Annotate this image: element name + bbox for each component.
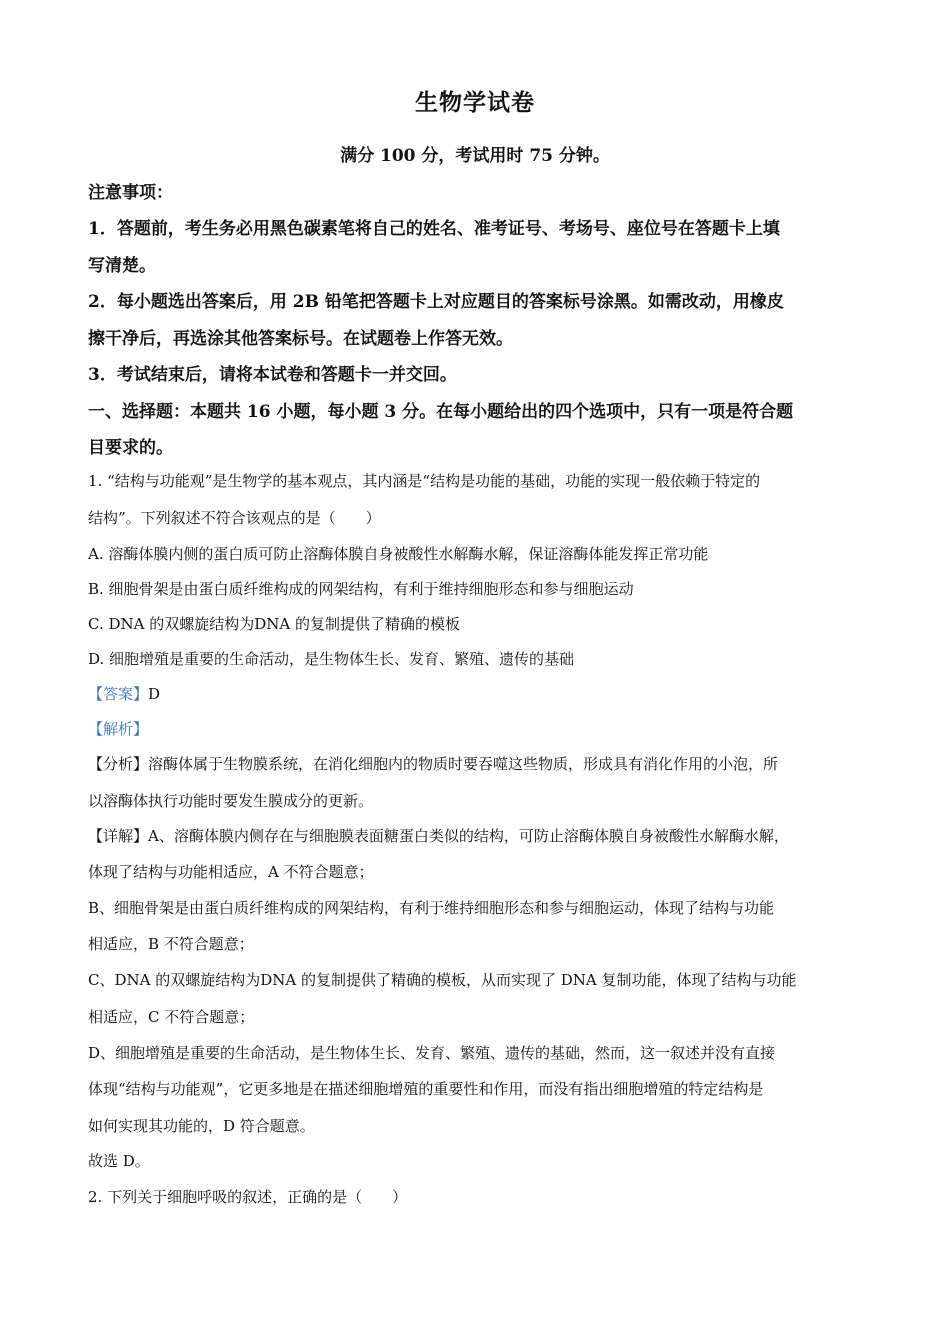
option-b: B. 细胞骨架是由蛋白质纤维构成的网架结构，有利于维持细胞形态和参与细胞运动 bbox=[88, 580, 634, 598]
analysis-line: B、细胞骨架是由蛋白质纤维构成的网架结构，有利于维持细胞形态和参与细胞运动，体现了结构与功能 bbox=[88, 899, 775, 917]
exam-subtitle: 满分 100 分，考试用时 75 分钟。 bbox=[340, 146, 610, 166]
section-heading: 目要求的。 bbox=[88, 438, 173, 458]
page-title: 生物学试卷 bbox=[415, 89, 535, 116]
option-d: D. 细胞增殖是重要的生命活动，是生物体生长、发育、繁殖、遗传的基础 bbox=[88, 650, 575, 668]
question-stem: 结构”。下列叙述不符合该观点的是（ ） bbox=[88, 509, 381, 527]
answer-label: 【答案】 bbox=[88, 685, 149, 703]
notice-line: 写清楚。 bbox=[88, 256, 156, 276]
analysis-line: D、细胞增殖是重要的生命活动，是生物体生长、发育、繁殖、遗传的基础，然而，这一叙述并没有直接 bbox=[88, 1044, 776, 1062]
notice-line: 2．每小题选出答案后，用 2B 铅笔把答题卡上对应题目的答案标号涂黑。如需改动，用橡皮 bbox=[88, 292, 784, 312]
analysis-label: 【解析】 bbox=[88, 720, 149, 738]
analysis-line: 体现了结构与功能相适应，A 不符合题意； bbox=[88, 863, 374, 881]
option-a: A. 溶酶体膜内侧的蛋白质可防止溶酶体膜自身被酸性水解酶水解，保证溶酶体能发挥正常功能 bbox=[88, 545, 709, 563]
analysis-line: 体现“结构与功能观”，它更多地是在描述细胞增殖的重要性和作用，而没有指出细胞增殖的特定结构是 bbox=[88, 1080, 764, 1098]
analysis-line: 【详解】A、溶酶体膜内侧存在与细胞膜表面糖蛋白类似的结构，可防止溶酶体膜自身被酸性水解酶水解， bbox=[88, 827, 789, 845]
analysis-line: 相适应，C 不符合题意； bbox=[88, 1008, 255, 1026]
analysis-line: 【分析】溶酶体属于生物膜系统，在消化细胞内的物质时要吞噬这些物质，形成具有消化作用的小泡，所 bbox=[88, 755, 779, 773]
question-stem: 2. 下列关于细胞呼吸的叙述，正确的是（ ） bbox=[88, 1188, 408, 1206]
answer-value: D bbox=[148, 685, 161, 703]
notice-heading: 注意事项： bbox=[88, 183, 173, 203]
notice-line: 3．考试结束后，请将本试卷和答题卡一并交回。 bbox=[88, 365, 457, 385]
analysis-line: C、DNA 的双螺旋结构为DNA 的复制提供了精确的模板，从而实现了 DNA 复制功能，体现了结构与功能 bbox=[88, 971, 797, 989]
notice-line: 擦干净后，再选涂其他答案标号。在试题卷上作答无效。 bbox=[88, 329, 513, 349]
section-heading: 一、选择题：本题共 16 小题，每小题 3 分。在每小题给出的四个选项中，只有一项是符合题 bbox=[88, 402, 794, 422]
question-stem: 1. “结构与功能观”是生物学的基本观点，其内涵是“结构是功能的基础，功能的实现一般依赖于特定的 bbox=[88, 472, 761, 490]
notice-line: 1．答题前，考生务必用黑色碳素笔将自己的姓名、准考证号、考场号、座位号在答题卡上填 bbox=[88, 219, 780, 239]
option-c: C. DNA 的双螺旋结构为DNA 的复制提供了精确的模板 bbox=[88, 615, 460, 633]
analysis-line: 相适应，B 不符合题意； bbox=[88, 935, 254, 953]
analysis-line: 如何实现其功能的，D 符合题意。 bbox=[88, 1117, 315, 1135]
analysis-line: 故选 D。 bbox=[88, 1152, 150, 1170]
answer-line bbox=[88, 683, 878, 704]
analysis-line: 以溶酶体执行功能时要发生膜成分的更新。 bbox=[88, 792, 374, 810]
